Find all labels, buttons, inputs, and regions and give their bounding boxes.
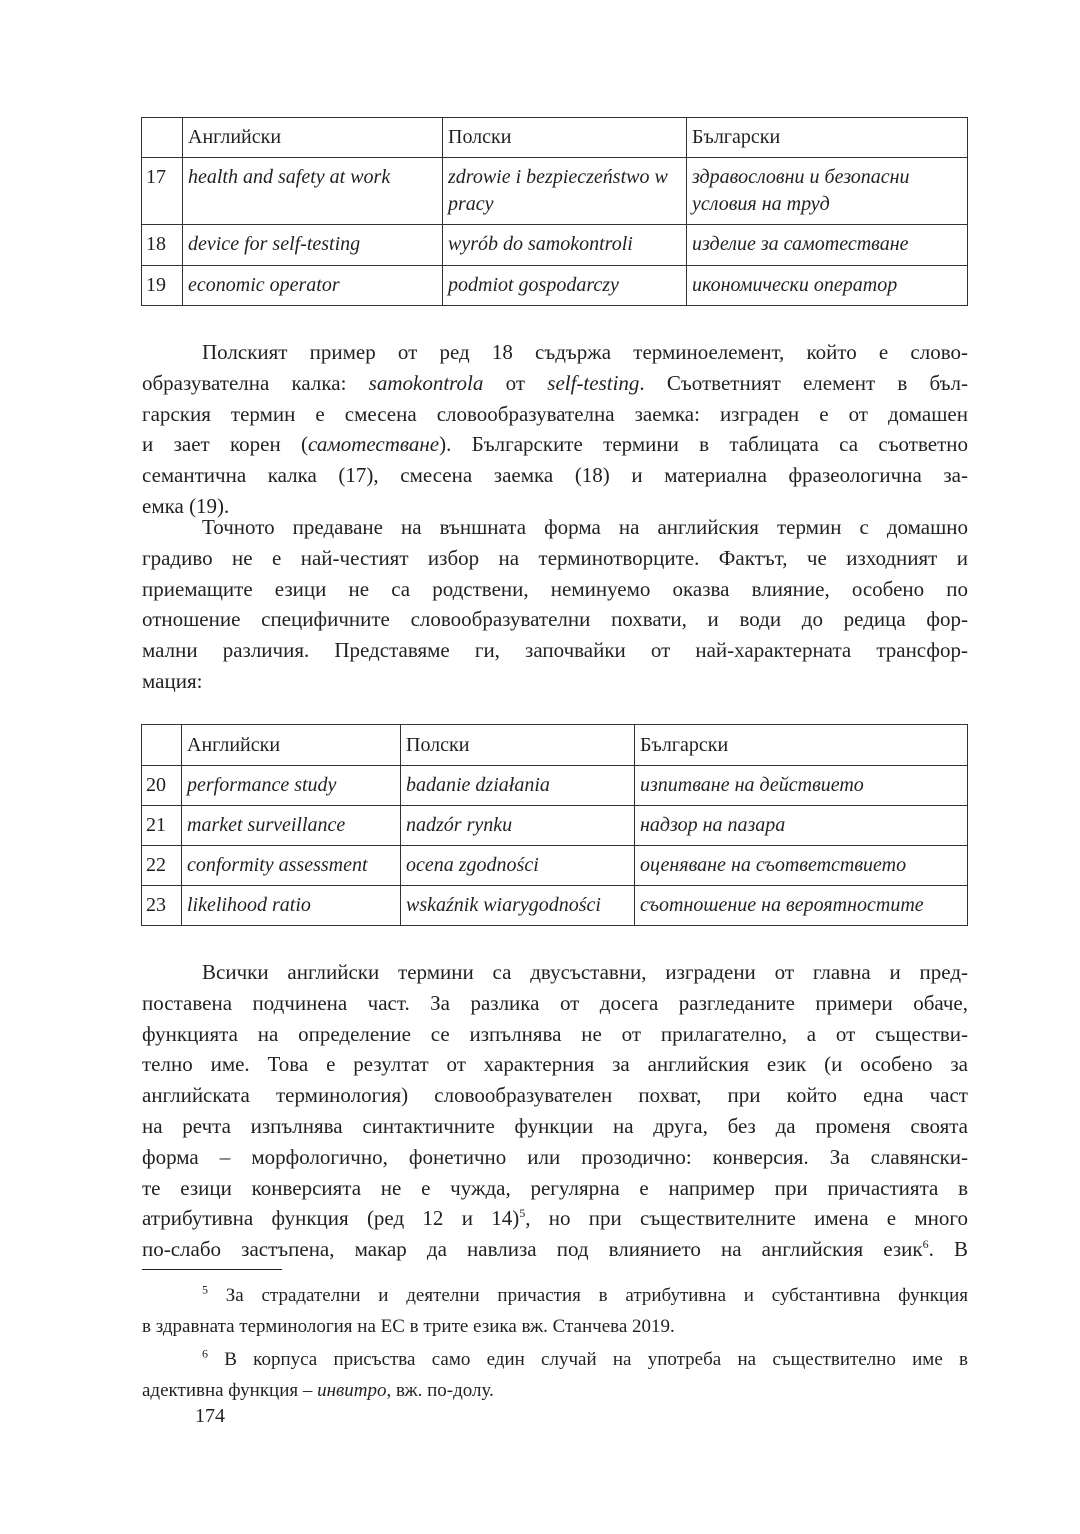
cell-en: economic operator (183, 266, 443, 306)
paragraph-1 (142, 337, 968, 522)
text-segment: семантична калка (17), смесена заемка (18) и материална фразеологична за- (142, 463, 968, 488)
text-segment: в здравната терминология на ЕС в трите езика вж. Станчева 2019. (142, 1315, 675, 1337)
text-line (142, 543, 968, 574)
text-line (142, 1311, 968, 1342)
cell-bg: изпитване на действието (635, 766, 968, 806)
text-line (142, 1375, 968, 1406)
table-row (142, 846, 968, 886)
text-line (142, 1173, 968, 1204)
text-segment: ). Българските термини в таблицата са съответно (439, 432, 968, 457)
text-line (142, 1344, 968, 1375)
text-line (142, 1234, 968, 1265)
table-row (142, 158, 968, 225)
cell-num: 23 (142, 886, 182, 926)
text-segment: те езици конверсията не е чужда, регулярна е например при причастията в (142, 1175, 968, 1200)
table-row (142, 225, 968, 266)
text-line (142, 988, 968, 1019)
footnote-5 (142, 1280, 968, 1342)
cell-pl: wyrób do samokontroli (443, 225, 687, 266)
text-line (142, 1019, 968, 1050)
text-segment: форма – морфологично, фонетично или прозодично: конверсия. За славянски- (142, 1144, 968, 1169)
terms-table-2 (141, 724, 968, 926)
cell-en: device for self-testing (183, 225, 443, 266)
cell-pl: podmiot gospodarczy (443, 266, 687, 306)
page-number: 174 (195, 1405, 225, 1427)
table-header-row (142, 725, 968, 766)
table-header-row (142, 118, 968, 158)
table-row (142, 806, 968, 846)
cell-bg: икономически оператор (687, 266, 968, 306)
cell-num: 20 (142, 766, 182, 806)
text-segment: на речта изпълнява синтактичните функции на друга, без да променя своята (142, 1113, 968, 1138)
text-segment: и зает корен ( (142, 432, 309, 457)
text-line (142, 1111, 968, 1142)
text-segment: отношение специфичните словообразувателни похвати, и води до редица фор- (142, 607, 968, 632)
italic-term: self-testing (547, 370, 640, 395)
column-header: Полски (401, 725, 635, 766)
table-row (142, 886, 968, 926)
table-row (142, 266, 968, 306)
text-segment: гарския термин е смесена словообразувателна заемка: изграден е от домашен (142, 401, 968, 426)
cell-num: 22 (142, 846, 182, 886)
text-line (142, 368, 968, 399)
text-segment: приемащите езици не са родствени, неминуемо оказва влияние, особено по (142, 576, 968, 601)
footnote-marker: 5 (202, 1282, 208, 1297)
column-header: Български (687, 118, 968, 158)
text-segment: по-слабо застъпена, макар да навлиза под влиянието на английския език (142, 1237, 923, 1262)
cell-en: health and safety at work (183, 158, 443, 225)
text-line (142, 512, 968, 543)
cell-pl: zdrowie i bezpieczeństwo w pracy (443, 158, 687, 225)
cell-num: 19 (142, 266, 183, 306)
column-header (142, 118, 183, 158)
cell-num: 21 (142, 806, 182, 846)
text-segment: градиво не е най-честият избор на терминотворците. Фактът, че изходният и (142, 545, 968, 570)
text-line (142, 337, 968, 368)
paragraph-3 (142, 957, 968, 1265)
text-line (142, 1203, 968, 1234)
footnote-separator (142, 1269, 282, 1270)
text-line (142, 1049, 968, 1080)
cell-bg: надзор на пазара (635, 806, 968, 846)
italic-term: самотестване (308, 432, 440, 457)
text-segment: английската терминология) словообразувателен похват, при който една част (142, 1083, 968, 1108)
cell-en: conformity assessment (182, 846, 401, 886)
table-row (142, 766, 968, 806)
text-segment: атрибутивна функция (ред 12 и 14) (142, 1206, 520, 1231)
text-segment: , но при съществителните имена е много (525, 1206, 969, 1231)
text-line (142, 460, 968, 491)
text-line (142, 666, 968, 697)
text-segment: образувателна калка: (142, 370, 369, 395)
text-segment: Точното предаване на външната форма на английския термин с домашно (202, 515, 968, 539)
text-segment: мация: (142, 668, 203, 693)
cell-pl: badanie działania (401, 766, 635, 806)
cell-en: market surveillance (182, 806, 401, 846)
text-segment: Полският пример от ред 18 съдържа терминоелемент, който е слово- (202, 340, 968, 364)
text-segment: емка (19). (142, 493, 230, 518)
text-line (142, 1080, 968, 1111)
cell-en: likelihood ratio (182, 886, 401, 926)
text-segment: За страдателни и деятелни причастия в атрибутивна и субстантивна функция (208, 1285, 968, 1306)
cell-num: 17 (142, 158, 183, 225)
text-line (142, 957, 968, 988)
column-header: Английски (183, 118, 443, 158)
text-line (142, 429, 968, 460)
footnote-marker: 5 (519, 1206, 526, 1221)
text-line (142, 574, 968, 605)
text-segment: адективна функция – (142, 1379, 318, 1401)
cell-pl: ocena zgodności (401, 846, 635, 886)
column-header (142, 725, 182, 766)
cell-bg: здравословни и безопасни условия на труд (687, 158, 968, 225)
cell-en: performance study (182, 766, 401, 806)
text-segment: мални различия. Представяме ги, започвайки от най-характерната трансфор- (142, 638, 968, 663)
cell-bg: изделие за самотестване (687, 225, 968, 266)
footnote-marker: 6 (202, 1346, 208, 1361)
cell-pl: wskaźnik wiarygodności (401, 886, 635, 926)
text-line (142, 1280, 968, 1311)
text-line (142, 1142, 968, 1173)
cell-num: 18 (142, 225, 183, 266)
cell-bg: оценяване на съответствието (635, 846, 968, 886)
cell-pl: nadzór rynku (401, 806, 635, 846)
text-segment: В корпуса присъства само един случай на употреба на съществително име в (208, 1349, 968, 1370)
text-line (142, 635, 968, 666)
text-segment: . В (928, 1237, 968, 1262)
footnote-6 (142, 1344, 968, 1406)
column-header: Английски (182, 725, 401, 766)
text-line (142, 604, 968, 635)
column-header: Български (635, 725, 968, 766)
text-segment: поставена подчинена част. За разлика от досега разгледаните примери обаче, (142, 990, 968, 1015)
text-segment: Всички английски термини са двусъставни, изградени от главна и пред- (202, 960, 968, 984)
text-segment: , вж. по-долу. (386, 1379, 494, 1401)
italic-term: инвитро (317, 1379, 387, 1401)
cell-bg: съотношение на вероятностите (635, 886, 968, 926)
text-line (142, 399, 968, 430)
paragraph-2 (142, 512, 968, 697)
text-segment: функцията на определение се изпълнява не от прилагателно, а от съществи- (142, 1021, 968, 1046)
footnote-marker: 6 (922, 1237, 929, 1252)
text-segment: телно име. Това е резултат от характерния за английския език (и особено за (142, 1052, 968, 1077)
terms-table-1 (141, 117, 968, 306)
italic-term: samokontrola (368, 370, 484, 395)
text-segment: . Съответният елемент в бъл- (639, 370, 968, 395)
column-header: Полски (443, 118, 687, 158)
text-segment: от (483, 370, 548, 395)
